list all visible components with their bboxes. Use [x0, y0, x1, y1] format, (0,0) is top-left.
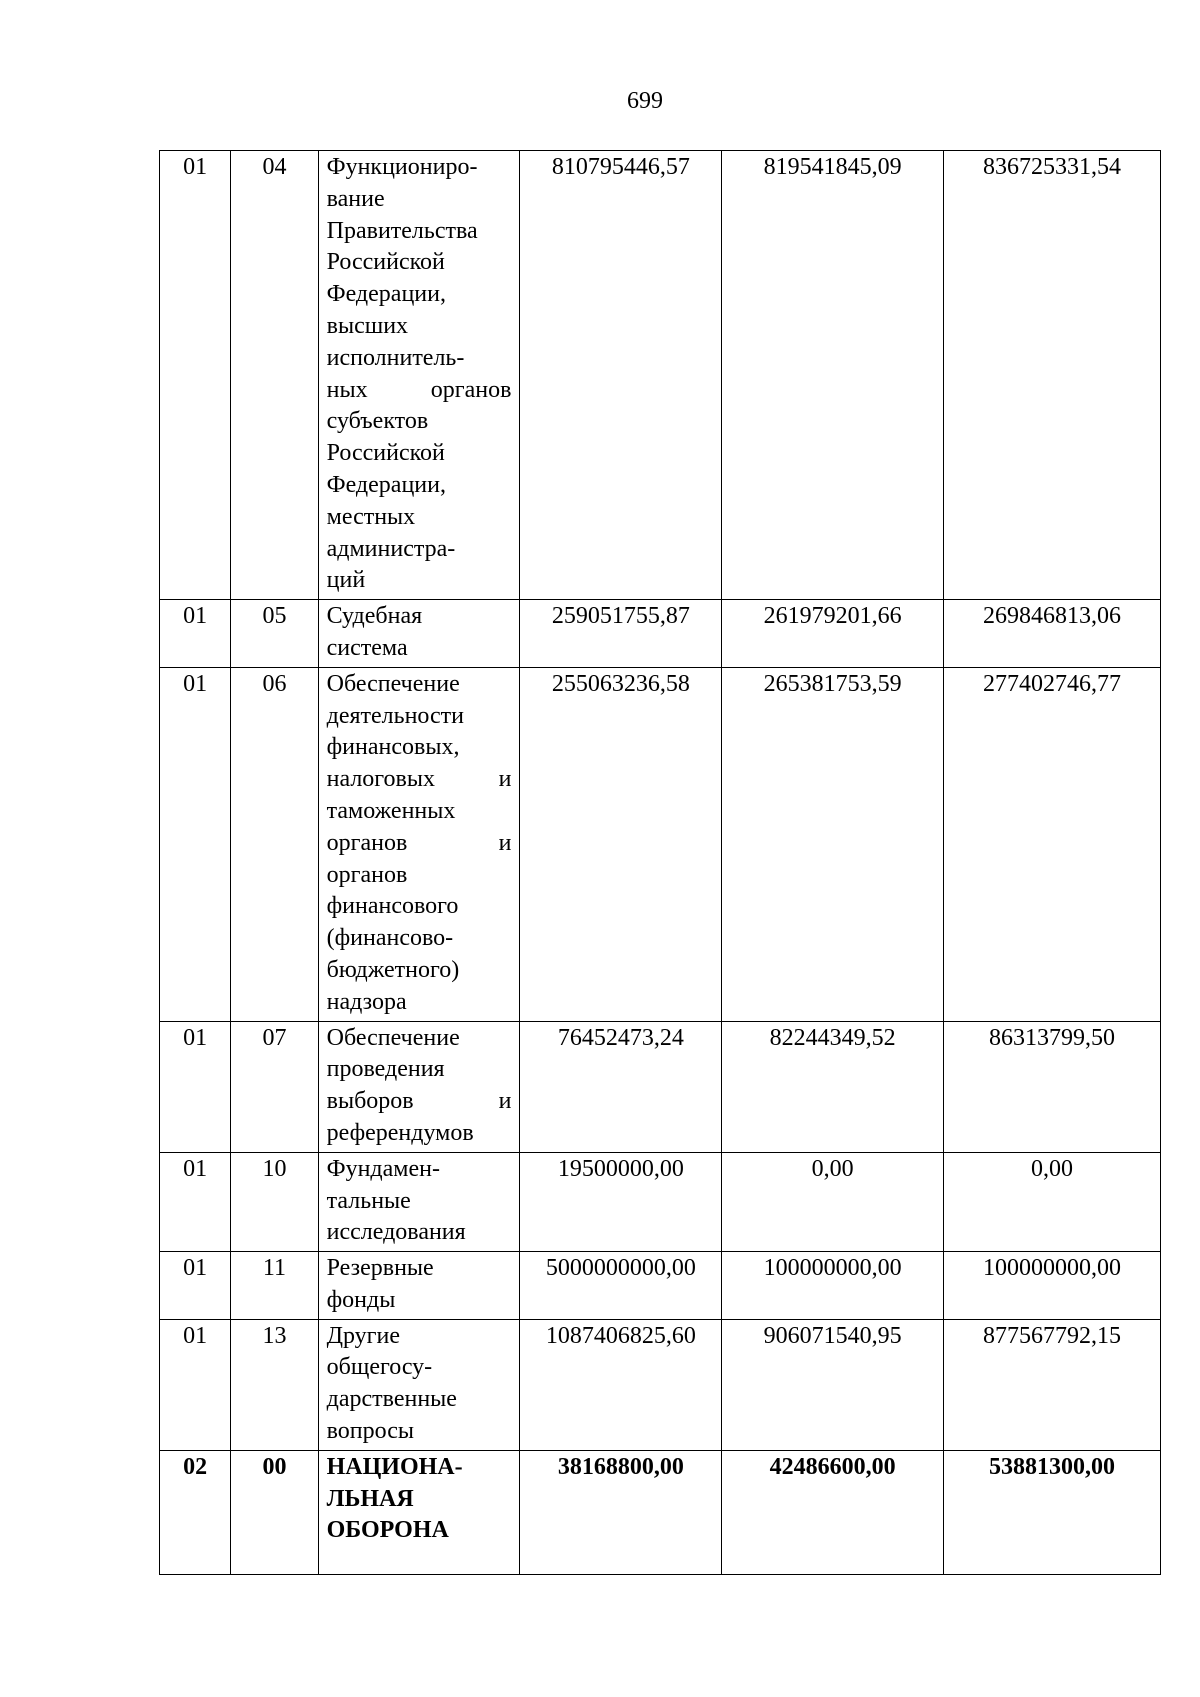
item-name-line: таможенных: [326, 797, 456, 824]
item-name-line: ций: [326, 567, 366, 594]
amount-2-cell: 906071540,95: [722, 1319, 944, 1450]
amount-3-cell: 277402746,77: [944, 667, 1161, 1021]
item-name-line: Обеспечение: [326, 1024, 460, 1051]
item-name-line: Другие: [326, 1322, 401, 1349]
item-name-line: НАЦИОНА-: [326, 1453, 463, 1480]
amount-3-cell: 100000000,00: [944, 1252, 1161, 1320]
item-name-line: субъектов: [326, 408, 429, 435]
amount-3-cell: 836725331,54: [944, 151, 1161, 600]
amount-2-cell: 0,00: [722, 1152, 944, 1251]
table-body: [160, 151, 1161, 1575]
amount-2-cell: 261979201,66: [722, 600, 944, 668]
amount-2-cell: 265381753,59: [722, 667, 944, 1021]
item-name-line: финансового: [326, 893, 459, 920]
amount-1-cell: 38168800,00: [520, 1450, 722, 1574]
item-name-line: вание: [326, 185, 385, 212]
item-name-line: вопросы: [326, 1418, 415, 1445]
item-name-line: ОБОРОНА: [326, 1517, 449, 1544]
amount-3-cell: 86313799,50: [944, 1021, 1161, 1152]
subsection-code-cell: 04: [231, 151, 318, 600]
item-name-line: (финансово-: [326, 925, 454, 952]
item-name-line: проведения: [326, 1056, 445, 1083]
amount-1-cell: 5000000000,00: [520, 1252, 722, 1320]
section-code-cell: 01: [160, 667, 231, 1021]
amount-1-cell: 76452473,24: [520, 1021, 722, 1152]
item-name-line: фонды: [326, 1286, 396, 1313]
subsection-code-cell: 00: [231, 1450, 318, 1574]
amount-2-cell: 100000000,00: [722, 1252, 944, 1320]
item-name-cell: [318, 151, 520, 600]
amount-2-cell: 82244349,52: [722, 1021, 944, 1152]
item-name-line: исполнитель-: [326, 344, 465, 371]
item-name-line: деятельности: [326, 702, 465, 729]
item-name-cell: [318, 1152, 520, 1251]
table-row: [160, 667, 1161, 1021]
item-name-line: высших: [326, 312, 409, 339]
item-name-line: общегосу-: [326, 1354, 433, 1381]
item-name-line: местных: [326, 503, 416, 530]
item-name-line: администра-: [326, 535, 456, 562]
item-name-line: референдумов: [326, 1119, 474, 1146]
subsection-code-cell: 06: [231, 667, 318, 1021]
item-name-line: надзора: [326, 988, 407, 1015]
table-row: [160, 151, 1161, 600]
item-name-line: дарственные: [326, 1386, 457, 1413]
item-name-line: Российской: [326, 249, 445, 276]
amount-3-cell: 269846813,06: [944, 600, 1161, 668]
item-name-line: налоговых и: [326, 766, 512, 793]
table-row: [160, 1252, 1161, 1320]
item-name-line: Фундамен-: [326, 1155, 440, 1182]
item-name-line: Российской: [326, 440, 445, 467]
item-name-line: Обеспечение: [326, 670, 460, 697]
item-name-cell: [318, 1450, 520, 1574]
amount-1-cell: 1087406825,60: [520, 1319, 722, 1450]
amount-2-cell: 42486600,00: [722, 1450, 944, 1574]
subsection-code-cell: 11: [231, 1252, 318, 1320]
subsection-code-cell: 10: [231, 1152, 318, 1251]
amount-3-cell: 53881300,00: [944, 1450, 1161, 1574]
subsection-code-cell: 05: [231, 600, 318, 668]
item-name-line: ЛЬНАЯ: [326, 1485, 414, 1512]
section-code-cell: 02: [160, 1450, 231, 1574]
item-name-line: выборов и: [326, 1088, 512, 1115]
table-row: [160, 1319, 1161, 1450]
item-name-cell: [318, 667, 520, 1021]
item-name-line: исследования: [326, 1219, 466, 1246]
table-row: [160, 1021, 1161, 1152]
section-code-cell: 01: [160, 151, 231, 600]
amount-1-cell: 19500000,00: [520, 1152, 722, 1251]
page-number: 699: [627, 88, 663, 114]
item-name-line: бюджетного): [326, 956, 460, 983]
section-code-cell: 01: [160, 1021, 231, 1152]
item-name-cell: [318, 1252, 520, 1320]
item-name-line: Функциониро-: [326, 154, 478, 180]
item-name-line: тальные: [326, 1187, 411, 1214]
table-row: [160, 600, 1161, 668]
amount-3-cell: 0,00: [944, 1152, 1161, 1251]
item-name-cell: [318, 1319, 520, 1450]
item-name-line: система: [326, 634, 408, 661]
item-name-line: Правительства: [326, 217, 478, 244]
section-code-cell: 01: [160, 600, 231, 668]
amount-1-cell: 810795446,57: [520, 151, 722, 600]
amount-2-cell: 819541845,09: [722, 151, 944, 600]
item-name-line: Судебная: [326, 603, 423, 630]
amount-1-cell: 255063236,58: [520, 667, 722, 1021]
item-name-line: Резервные: [326, 1255, 434, 1282]
section-code-cell: 01: [160, 1152, 231, 1251]
section-code-cell: 01: [160, 1252, 231, 1320]
item-name-line: ных органов: [326, 376, 512, 403]
amount-3-cell: 877567792,15: [944, 1319, 1161, 1450]
budget-table: [159, 150, 1161, 1575]
table-row: [160, 1450, 1161, 1574]
item-name-line: Федерации,: [326, 281, 446, 308]
item-name-cell: [318, 1021, 520, 1152]
amount-1-cell: 259051755,87: [520, 600, 722, 668]
subsection-code-cell: 13: [231, 1319, 318, 1450]
item-name-line: органов и: [326, 829, 512, 856]
item-name-line: Федерации,: [326, 471, 446, 498]
item-name-line: финансовых,: [326, 734, 460, 761]
table-row: [160, 1152, 1161, 1251]
section-code-cell: 01: [160, 1319, 231, 1450]
item-name-cell: [318, 600, 520, 668]
subsection-code-cell: 07: [231, 1021, 318, 1152]
item-name-line: органов: [326, 861, 408, 888]
